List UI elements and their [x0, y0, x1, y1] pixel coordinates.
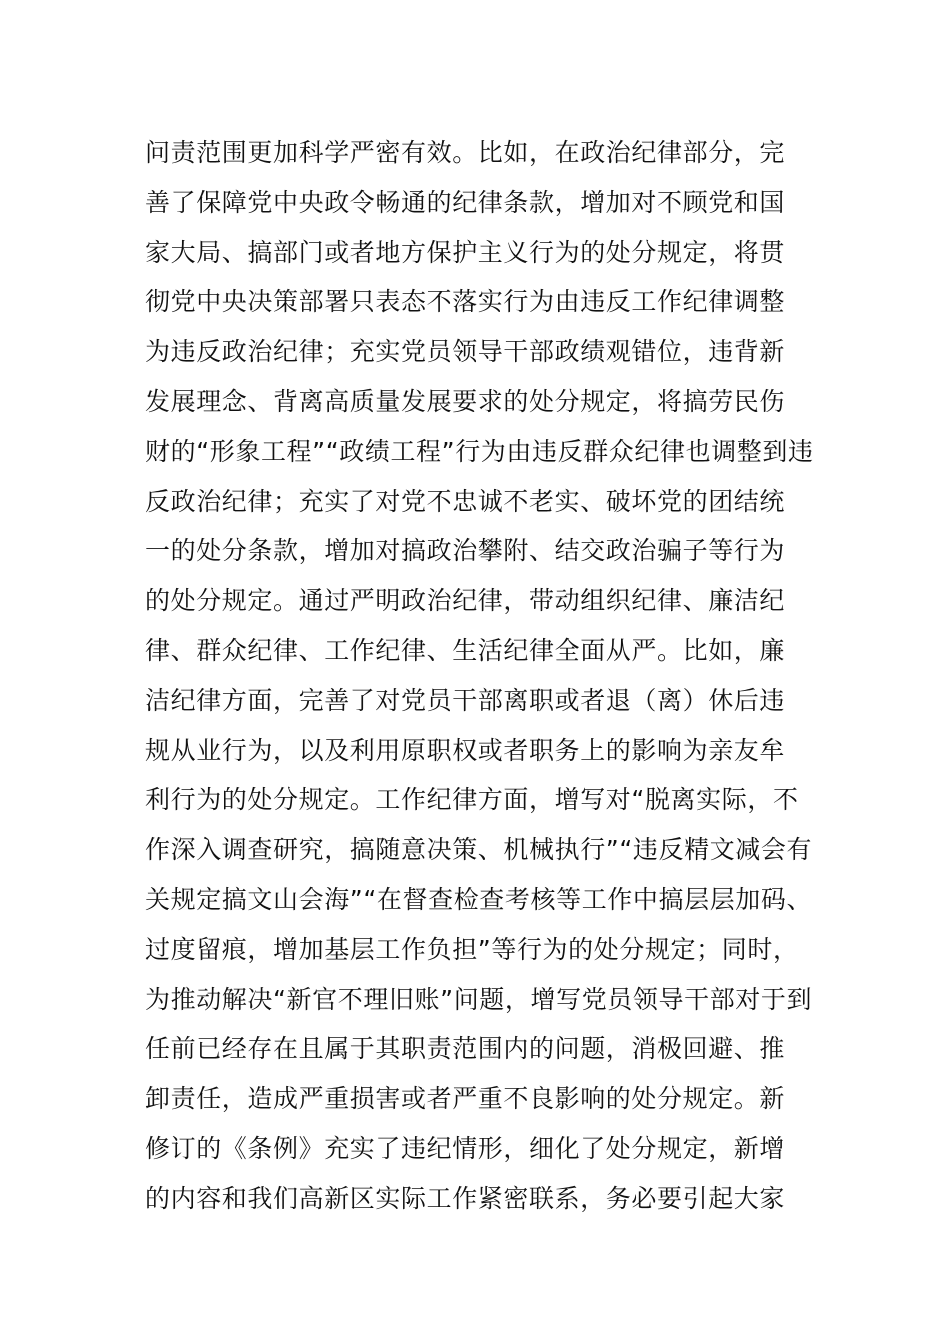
text-line: 作深入调查研究，搞随意决策、机械执行”“违反精文减会有	[145, 835, 813, 865]
text-line: 的处分规定。通过严明政治纪律，带动组织纪律、廉洁纪	[145, 586, 786, 616]
text-line: 规从业行为，以及利用原职权或者职务上的影响为亲友牟	[145, 735, 786, 765]
text-line: 为违反政治纪律；充实党员领导干部政绩观错位，违背新	[145, 337, 786, 367]
text-line: 关规定搞文山会海”“在督查检查考核等工作中搞层层加码、	[145, 884, 813, 914]
text-line: 一的处分条款，增加对搞政治攀附、结交政治骗子等行为	[145, 536, 786, 566]
text-line: 的内容和我们高新区实际工作紧密联系，务必要引起大家	[145, 1183, 786, 1213]
text-line: 律、群众纪律、工作纪律、生活纪律全面从严。比如，廉	[145, 635, 786, 665]
text-line: 洁纪律方面，完善了对党员干部离职或者退（离）休后违	[145, 685, 786, 715]
body-text	[145, 128, 825, 1224]
text-line: 问责范围更加科学严密有效。比如，在政治纪律部分，完	[145, 138, 786, 167]
text-line: 修订的《条例》充实了违纪情形，细化了处分规定，新增	[145, 1133, 786, 1163]
text-line: 过度留痕，增加基层工作负担”等行为的处分规定；同时，	[145, 934, 799, 964]
text-line: 反政治纪律；充实了对党不忠诚不老实、破坏党的团结统	[145, 486, 786, 516]
text-line: 发展理念、背离高质量发展要求的处分规定，将搞劳民伤	[145, 386, 786, 416]
text-line: 善了保障党中央政令畅通的纪律条款，增加对不顾党和国	[145, 187, 786, 217]
text-line: 彻党中央决策部署只表态不落实行为由违反工作纪律调整	[145, 287, 786, 317]
text-line: 家大局、搞部门或者地方保护主义行为的处分规定，将贯	[145, 237, 786, 267]
text-line: 卸责任，造成严重损害或者严重不良影响的处分规定。新	[145, 1084, 786, 1114]
text-line: 任前已经存在且属于其职责范围内的问题，消极回避、推	[145, 1034, 786, 1064]
text-line: 为推动解决“新官不理旧账”问题，增写党员领导干部对于到	[145, 984, 813, 1014]
text-line: 财的“形象工程”“政绩工程”行为由违反群众纪律也调整到违	[145, 436, 814, 466]
text-line: 利行为的处分规定。工作纪律方面，增写对“脱离实际，不	[145, 785, 799, 815]
